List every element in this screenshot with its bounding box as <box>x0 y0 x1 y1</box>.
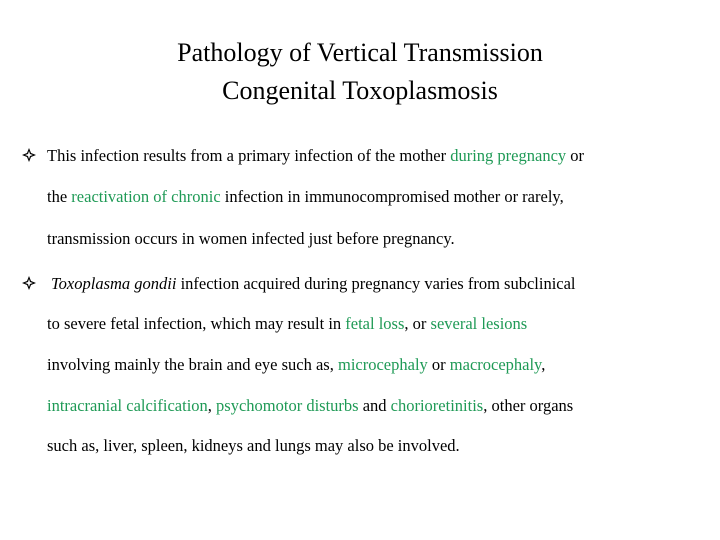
text-span: transmission occurs in women infected just before pregnancy. <box>47 229 455 248</box>
highlight-span: microcephaly <box>337 355 428 374</box>
diamond-bullet-icon <box>22 148 36 162</box>
text-span: to severe fetal infection, which may result in <box>47 314 346 333</box>
highlight-span: psychomotor disturbs <box>216 396 359 415</box>
highlight-span: chorioretinitis <box>390 396 484 415</box>
highlight-span: reactivation of chronic <box>71 187 221 206</box>
text-span: infection acquired during pregnancy varies from subclinical <box>176 274 576 293</box>
text-span: involving mainly the brain and eye such as, <box>47 355 338 374</box>
highlight-span: fetal loss <box>345 314 405 333</box>
bullet-2-line-4 <box>47 396 573 416</box>
title-line-2: Congenital Toxoplasmosis <box>222 76 498 105</box>
bullet-1-line-1 <box>47 146 584 166</box>
text-span: , or <box>404 314 431 333</box>
text-span: or <box>566 146 585 165</box>
text-span: This infection results from a primary infection of the mother <box>47 146 451 165</box>
diamond-bullet-icon <box>22 276 36 290</box>
bullet-2-line-5 <box>47 436 460 456</box>
bullet-1-line-2 <box>47 187 564 207</box>
bullet-2-line-2 <box>47 314 527 334</box>
highlight-span: macrocephaly <box>449 355 542 374</box>
text-span: such as, liver, spleen, kidneys and lungs may also be involved. <box>47 436 460 455</box>
text-span: infection in immunocompromised mother or rarely, <box>220 187 564 206</box>
italic-span: Toxoplasma gondii <box>51 274 177 293</box>
text-span: , <box>207 396 217 415</box>
title-line-1: Pathology of Vertical Transmission <box>177 38 543 67</box>
highlight-span: during pregnancy <box>450 146 567 165</box>
text-span: or <box>427 355 450 374</box>
bullet-2-line-3 <box>47 355 545 375</box>
bullet-2-line-1 <box>51 274 576 294</box>
text-span: the <box>47 187 72 206</box>
page-title <box>0 34 720 110</box>
highlight-span: intracranial calcification <box>47 396 208 415</box>
text-span: and <box>358 396 391 415</box>
highlight-span: several lesions <box>430 314 528 333</box>
text-span: , other organs <box>483 396 574 415</box>
text-span: , <box>541 355 546 374</box>
bullet-1-line-3 <box>47 229 455 249</box>
